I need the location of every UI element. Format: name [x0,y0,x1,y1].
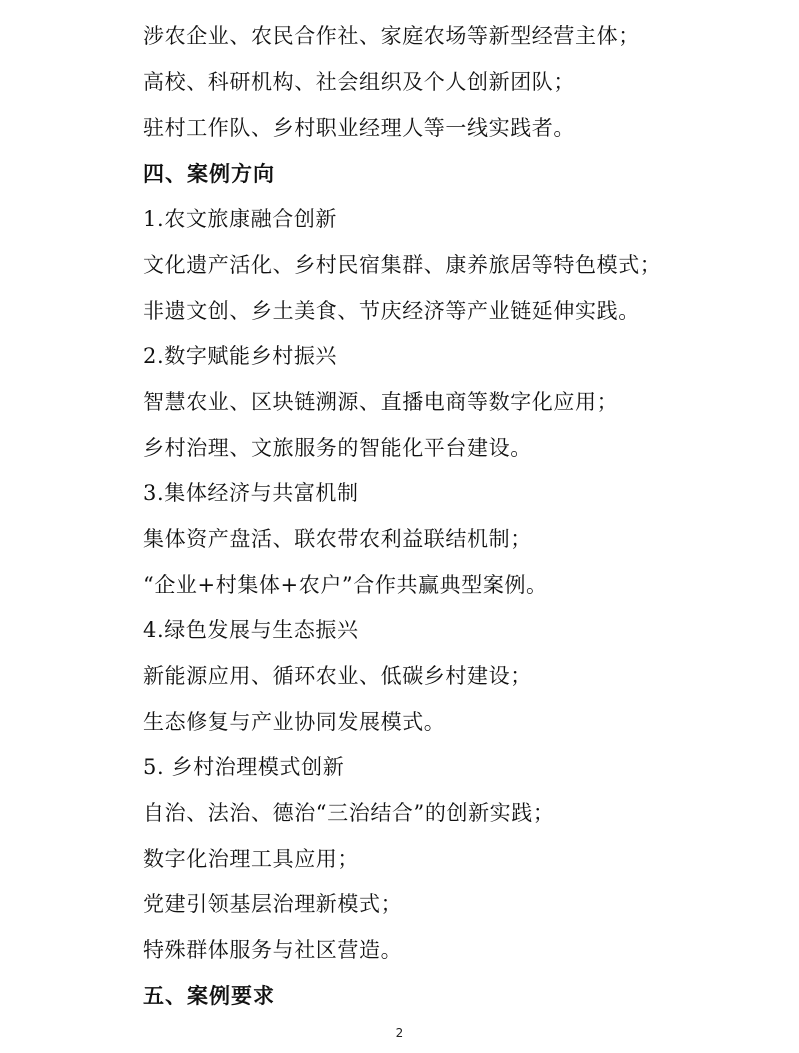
section-heading: 五、案例要求 [143,984,275,1008]
subsection-title: 4.绿色发展与生态振兴 [143,618,359,642]
text-line: 涉农企业、农民合作社、家庭农场等新型经营主体； [143,24,640,48]
text-line: 特殊群体服务与社区营造。 [143,938,403,962]
text-line: 非遗文创、乡土美食、节庆经济等产业链延伸实践。 [143,299,640,323]
text-line: 生态修复与产业协同发展模式。 [143,710,446,734]
text-line: 新能源应用、循环农业、低碳乡村建设； [143,664,532,688]
subsection-title: 2.数字赋能乡村振兴 [143,344,338,368]
text-line: 自治、法治、德治“三治结合”的创新实践； [143,801,555,825]
text-line: 高校、科研机构、社会组织及个人创新团队； [143,70,575,94]
subsection-title: 3.集体经济与共富机制 [143,481,359,505]
text-line: 集体资产盘活、联农带农利益联结机制； [143,527,532,551]
text-line: 智慧农业、区块链溯源、直播电商等数字化应用； [143,390,619,414]
text-line: 驻村工作队、乡村职业经理人等一线实践者。 [143,116,575,140]
text-line: 乡村治理、文旅服务的智能化平台建设。 [143,436,532,460]
text-line: 党建引领基层治理新模式； [143,892,403,916]
text-line: 数字化治理工具应用； [143,847,359,871]
subsection-title: 5. 乡村治理模式创新 [143,755,345,779]
text-line: “企业+村集体+农户”合作共赢典型案例。 [143,573,548,597]
text-line: 文化遗产活化、乡村民宿集群、康养旅居等特色模式； [143,253,662,277]
section-heading: 四、案例方向 [143,162,275,186]
page-number: 2 [395,1026,404,1040]
subsection-title: 1.农文旅康融合创新 [143,207,338,231]
